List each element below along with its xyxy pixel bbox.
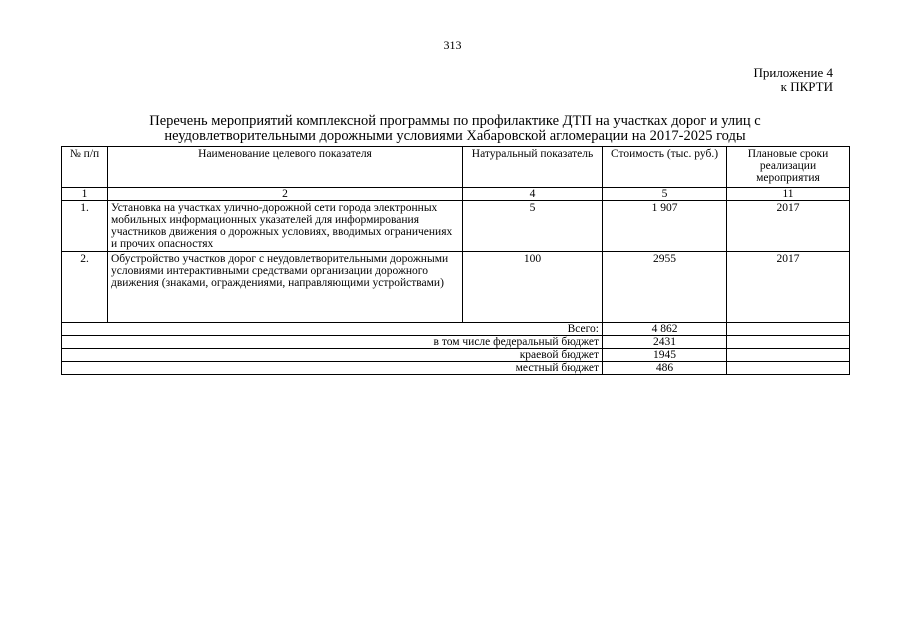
federal-budget-label: в том числе федеральный бюджет xyxy=(62,336,603,349)
empty-cell xyxy=(727,336,850,349)
empty-cell xyxy=(727,362,850,375)
header-cell-cost: Стоимость (тыс. руб.) xyxy=(603,147,727,188)
table-row xyxy=(62,201,850,252)
regional-budget-label: краевой бюджет xyxy=(62,349,603,362)
row-measure-name: Установка на участках улично-дорожной сети города электронных мобильных информационных указателей для информирования участников движения о дорожных условиях, вводимых ограничениях и прочих опасностях xyxy=(108,201,463,252)
row-number: 2. xyxy=(62,252,108,323)
regional-budget-row xyxy=(62,349,850,362)
column-number: 1 xyxy=(62,188,108,201)
empty-cell xyxy=(727,323,850,336)
row-term: 2017 xyxy=(727,201,850,252)
row-natural-value: 100 xyxy=(463,252,603,323)
document-title xyxy=(60,114,850,144)
page-number: 313 xyxy=(443,38,462,52)
header-cell-natural: Натуральный показатель xyxy=(463,147,603,188)
column-number: 5 xyxy=(603,188,727,201)
empty-cell xyxy=(727,349,850,362)
header-cell-number: № п/п xyxy=(62,147,108,188)
appendix-line-2: к ПКРТИ xyxy=(780,79,833,94)
row-cost: 1 907 xyxy=(603,201,727,252)
table-header-row xyxy=(62,147,850,188)
column-number: 4 xyxy=(463,188,603,201)
local-budget-value: 486 xyxy=(603,362,727,375)
column-number: 11 xyxy=(727,188,850,201)
row-measure-name: Обустройство участков дорог с неудовлетворительными дорожными условиями интерактивными средствами организации дорожного движения (знаками, ограждениями, направляющими устройствами) xyxy=(108,252,463,323)
header-cell-name: Наименование целевого показателя xyxy=(108,147,463,188)
local-budget-label: местный бюджет xyxy=(62,362,603,375)
row-cost: 2955 xyxy=(603,252,727,323)
column-number-row xyxy=(62,188,850,201)
appendix-line-1: Приложение 4 xyxy=(753,65,833,80)
total-row xyxy=(62,323,850,336)
table-row xyxy=(62,252,850,323)
title-line-1: Перечень мероприятий комплексной программы по профилактике ДТП на участках дорог и улиц с xyxy=(149,113,761,129)
column-number: 2 xyxy=(108,188,463,201)
header-cell-term: Плановые сроки реализации мероприятия xyxy=(727,147,850,188)
row-natural-value: 5 xyxy=(463,201,603,252)
total-label: Всего: xyxy=(62,323,603,336)
appendix-label xyxy=(753,66,833,94)
total-value: 4 862 xyxy=(603,323,727,336)
federal-budget-row xyxy=(62,336,850,349)
regional-budget-value: 1945 xyxy=(603,349,727,362)
federal-budget-value: 2431 xyxy=(603,336,727,349)
measures-table xyxy=(61,146,850,375)
title-line-2: неудовлетворительными дорожными условиями Хабаровской агломерации на 2017-2025 годы xyxy=(164,128,746,144)
row-term: 2017 xyxy=(727,252,850,323)
local-budget-row xyxy=(62,362,850,375)
row-number: 1. xyxy=(62,201,108,252)
